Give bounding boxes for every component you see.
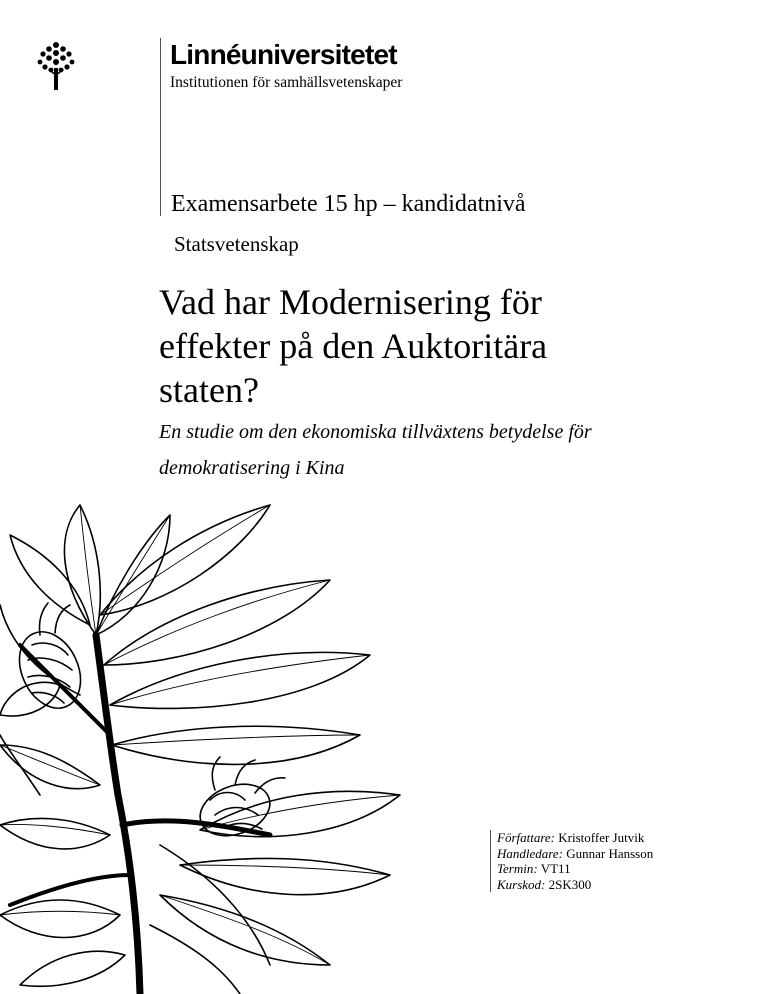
meta-supervisor-label: Handledare: <box>497 845 563 861</box>
department-name: Institutionen för samhällsvetenskaper <box>170 74 403 91</box>
botanical-illustration <box>0 495 470 994</box>
meta-course <box>497 877 653 893</box>
meta-author-label: Författare: <box>497 830 556 845</box>
meta-course-label: Kurskod: <box>497 876 546 892</box>
meta-supervisor <box>497 846 653 862</box>
meta-supervisor-value: Gunnar Hansson <box>566 845 654 861</box>
thesis-metadata <box>490 830 653 892</box>
thesis-title <box>159 280 719 412</box>
meta-term-label: Termin: <box>497 861 538 876</box>
meta-term-value: VT11 <box>540 861 571 876</box>
subject: Statsvetenskap <box>174 232 299 256</box>
tree-logo-icon <box>36 40 76 92</box>
thesis-subtitle <box>159 414 739 486</box>
meta-course-value: 2SK300 <box>548 876 592 892</box>
university-name: Linnéuniversitetet <box>170 39 397 70</box>
meta-author <box>497 830 653 846</box>
exam-type: Examensarbete 15 hp – kandidatnivå <box>171 191 526 217</box>
header-divider <box>160 38 161 216</box>
title-line: staten? <box>159 370 259 410</box>
meta-author-value: Kristoffer Jutvik <box>558 830 645 845</box>
meta-term <box>497 861 653 877</box>
subtitle-line: En studie om den ekonomiska tillväxtens betydelse för <box>159 421 592 443</box>
subtitle-line: demokratisering i Kina <box>159 457 345 479</box>
title-line: effekter på den Auktoritära <box>159 326 548 366</box>
title-line: Vad har Modernisering för <box>159 282 542 322</box>
